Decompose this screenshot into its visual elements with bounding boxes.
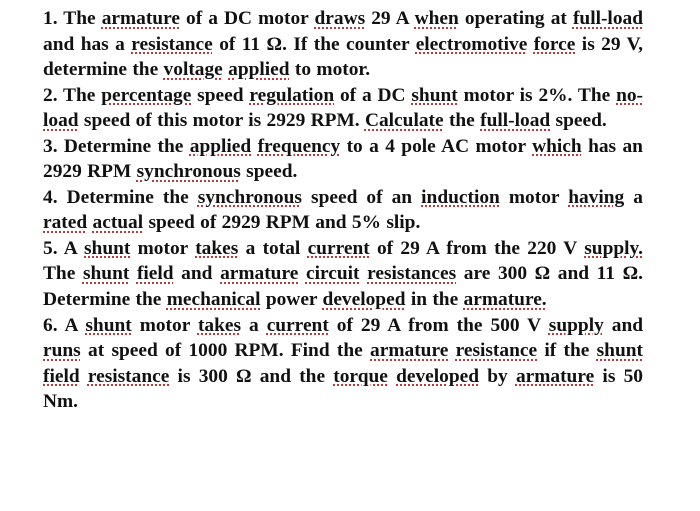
problem-text bbox=[298, 263, 306, 284]
spellcheck-marked-word: armature bbox=[370, 340, 449, 362]
problem-text: of 29 A from the 220 V bbox=[369, 237, 585, 259]
spellcheck-marked-word: force bbox=[533, 33, 576, 55]
spellcheck-marked-word: full-load bbox=[572, 8, 643, 29]
spellcheck-marked-word: synchronous bbox=[197, 186, 302, 208]
spellcheck-marked-word: shunt bbox=[85, 314, 132, 336]
spellcheck-marked-word: takes bbox=[197, 314, 242, 336]
problem-text: are 300 Ω and 11 Ω. Determine the bbox=[43, 263, 643, 311]
problem-text: is 300 Ω and the bbox=[169, 365, 334, 387]
problem-text: 4. Determine the bbox=[43, 186, 198, 208]
problem-text: a bbox=[241, 314, 267, 336]
problem-text bbox=[129, 263, 137, 284]
spellcheck-marked-word: developed bbox=[396, 365, 480, 387]
spellcheck-marked-word: resistance bbox=[87, 365, 170, 387]
spellcheck-marked-word: torque bbox=[333, 365, 388, 387]
spellcheck-marked-word: supply bbox=[548, 314, 604, 336]
spellcheck-marked-word: electromotive bbox=[415, 33, 528, 55]
spellcheck-marked-word: takes bbox=[195, 237, 239, 259]
spellcheck-marked-word: resistance bbox=[131, 33, 213, 55]
spellcheck-marked-word: developed bbox=[322, 289, 406, 311]
problem-text: motor bbox=[130, 237, 196, 259]
spellcheck-marked-word: armature bbox=[220, 263, 299, 285]
problem-text: 5. A bbox=[43, 237, 84, 259]
problem-text: of 11 Ω. If the counter bbox=[212, 33, 416, 55]
spellcheck-marked-word: full-load bbox=[480, 110, 551, 132]
spellcheck-marked-word: draws bbox=[314, 8, 366, 29]
problem-text: speed of an bbox=[301, 186, 422, 208]
problem-text: 3. Determine the bbox=[43, 135, 190, 157]
problem-text: a total bbox=[238, 237, 308, 259]
problem-text: motor bbox=[499, 186, 569, 208]
problem-text: The bbox=[43, 263, 83, 285]
spellcheck-marked-word: resistances bbox=[367, 263, 457, 285]
problem-text: and bbox=[173, 263, 221, 285]
spellcheck-marked-word: armature bbox=[101, 8, 180, 29]
spellcheck-marked-word: which bbox=[532, 135, 582, 157]
spellcheck-marked-word: shunt bbox=[84, 237, 131, 259]
problem-text: at speed of 1000 RPM. Find the bbox=[80, 340, 371, 362]
spellcheck-marked-word: applied bbox=[228, 59, 290, 81]
spellcheck-marked-word: voltage bbox=[163, 59, 223, 81]
spellcheck-marked-word: resistance bbox=[455, 340, 538, 362]
spellcheck-marked-word: current bbox=[266, 314, 329, 336]
problem-text: operating at bbox=[458, 8, 573, 29]
spellcheck-marked-word: mechanical bbox=[166, 289, 261, 311]
spellcheck-marked-word: shunt bbox=[82, 263, 130, 285]
spellcheck-marked-word: current bbox=[307, 237, 370, 259]
spellcheck-marked-word: when bbox=[414, 8, 459, 29]
spellcheck-marked-word: synchronous bbox=[136, 161, 241, 183]
spellcheck-marked-word: applied bbox=[189, 135, 252, 157]
problem-q5 bbox=[43, 236, 643, 313]
problem-text: motor bbox=[131, 314, 198, 336]
problem-text: a bbox=[624, 186, 644, 208]
spellcheck-marked-word: shunt bbox=[596, 340, 643, 362]
spellcheck-marked-word: armature. bbox=[463, 289, 547, 311]
problem-text bbox=[388, 366, 396, 387]
spellcheck-marked-word: no-load bbox=[43, 84, 643, 132]
problem-text: in the bbox=[405, 289, 464, 311]
problem-text: speed bbox=[191, 84, 250, 106]
problem-text: to motor. bbox=[289, 59, 371, 81]
spellcheck-marked-word: field bbox=[43, 365, 80, 387]
spellcheck-marked-word: percentage bbox=[101, 84, 192, 106]
problem-text: and bbox=[603, 314, 644, 336]
spellcheck-marked-word: armature bbox=[515, 365, 595, 387]
spellcheck-marked-word: circuit bbox=[305, 263, 360, 285]
problem-list bbox=[43, 6, 643, 415]
problem-text: to a 4 pole AC motor bbox=[340, 135, 533, 157]
problem-text: by bbox=[479, 365, 516, 387]
problem-text: speed of this motor is 2929 RPM. bbox=[78, 110, 365, 132]
spellcheck-marked-word: regulation bbox=[249, 84, 335, 106]
problem-text: speed. bbox=[550, 110, 607, 132]
problem-text: 29 A bbox=[365, 8, 415, 29]
spellcheck-marked-word: field bbox=[136, 263, 174, 285]
spellcheck-marked-word: shunt bbox=[411, 84, 458, 106]
problem-text bbox=[359, 263, 367, 284]
spellcheck-marked-word: actual bbox=[92, 212, 144, 234]
problem-text bbox=[448, 340, 455, 361]
problem-text: 2. The bbox=[43, 84, 102, 106]
problem-q1 bbox=[43, 6, 643, 83]
problem-q4 bbox=[43, 185, 643, 236]
problem-text: if the bbox=[537, 340, 597, 362]
problem-text: speed. bbox=[240, 161, 298, 183]
spellcheck-marked-word: frequency bbox=[257, 135, 341, 157]
spellcheck-marked-word: runs bbox=[43, 340, 81, 362]
spellcheck-marked-word: rated bbox=[43, 212, 88, 234]
spellcheck-marked-word: having bbox=[568, 186, 625, 208]
problem-text: is 29 V, determine the bbox=[43, 33, 643, 81]
problem-text: of a DC bbox=[334, 84, 412, 106]
problem-text: has an 2929 RPM bbox=[43, 135, 643, 183]
problem-text: of 29 A from the 500 V bbox=[328, 314, 549, 336]
problem-q2 bbox=[43, 83, 643, 134]
spellcheck-marked-word: supply. bbox=[584, 237, 644, 259]
problem-text: motor is 2%. The bbox=[457, 84, 617, 106]
problem-text: 1. The bbox=[43, 8, 102, 29]
problem-q6 bbox=[43, 313, 643, 415]
spellcheck-marked-word: induction bbox=[421, 186, 500, 208]
problem-q3 bbox=[43, 134, 643, 185]
problem-text: is 50 Nm. bbox=[43, 365, 643, 413]
problem-text bbox=[80, 366, 88, 387]
problem-text: of a DC motor bbox=[179, 8, 315, 29]
problem-text: power bbox=[260, 289, 323, 311]
spellcheck-marked-word: Calculate bbox=[364, 110, 444, 132]
problem-text: the bbox=[443, 110, 481, 132]
problem-text: and has a bbox=[43, 33, 132, 55]
problem-text: speed of 2929 RPM and 5% slip. bbox=[143, 212, 421, 234]
problem-text: 6. A bbox=[43, 314, 86, 336]
